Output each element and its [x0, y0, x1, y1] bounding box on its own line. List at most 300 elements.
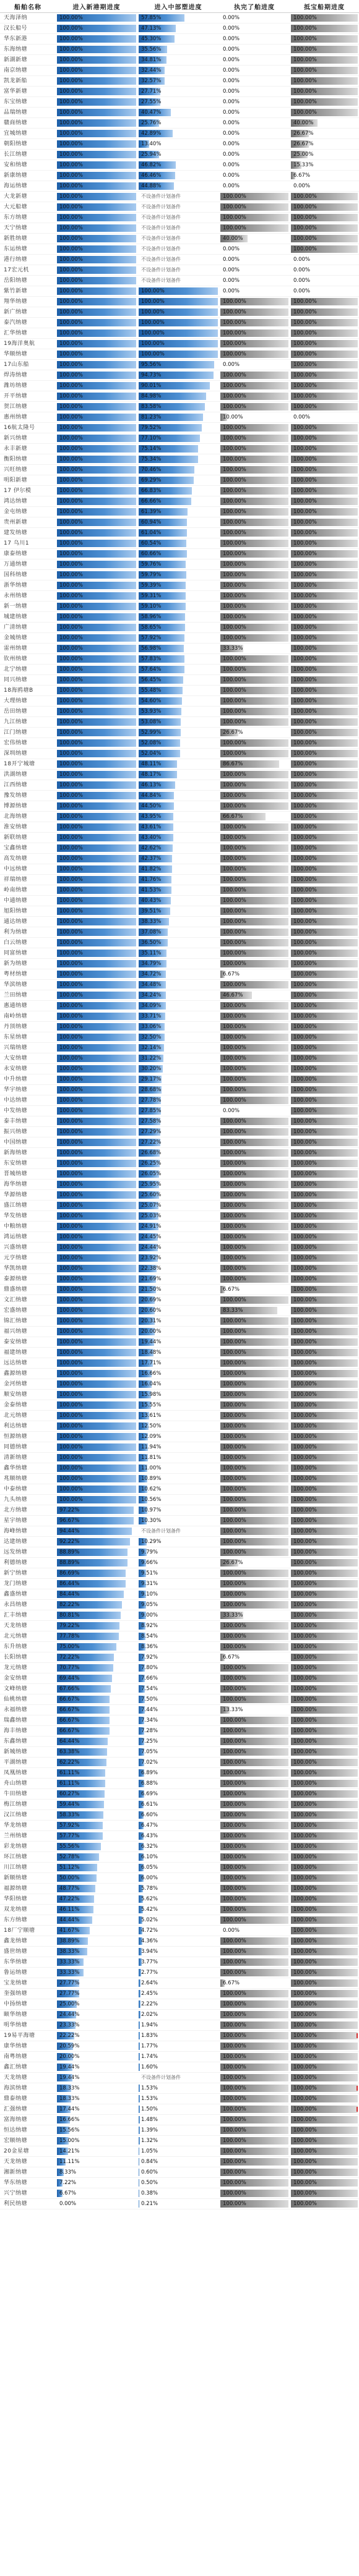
table-row[interactable]	[0, 1779, 359, 1789]
table-row[interactable]	[0, 328, 359, 339]
table-row[interactable]	[0, 1842, 359, 1852]
table-row[interactable]	[0, 1127, 359, 1137]
ship-name: 中扬纳塘	[0, 1999, 56, 2010]
table-row[interactable]	[0, 34, 359, 45]
table-row[interactable]	[0, 1947, 359, 1957]
table-row[interactable]	[0, 1337, 359, 1348]
table-row[interactable]	[0, 265, 359, 276]
loading-progress	[219, 559, 290, 570]
exit-port-progress-cell	[139, 1359, 218, 1367]
table-row[interactable]	[0, 885, 359, 896]
table-row[interactable]	[0, 980, 359, 990]
table-row[interactable]	[0, 675, 359, 686]
exit-port-progress-cell	[139, 1979, 218, 1987]
ship-name: 华源纳塘	[0, 1190, 56, 1201]
table-row[interactable]	[0, 1222, 359, 1232]
progress-value: 10.89%	[141, 1476, 162, 1482]
table-row[interactable]	[0, 2083, 359, 2094]
table-row[interactable]	[0, 1589, 359, 1600]
table-row[interactable]	[0, 23, 359, 34]
table-row[interactable]	[0, 1085, 359, 1095]
table-row[interactable]	[0, 759, 359, 770]
progress-bar	[139, 2085, 140, 2092]
table-row[interactable]	[0, 1568, 359, 1579]
table-row[interactable]	[0, 1011, 359, 1022]
table-row[interactable]	[0, 1694, 359, 1705]
reach-progress	[290, 1715, 359, 1726]
table-row[interactable]	[0, 297, 359, 307]
table-row[interactable]	[0, 1726, 359, 1736]
table-row[interactable]	[0, 1642, 359, 1652]
table-row[interactable]	[0, 2199, 359, 2209]
table-row[interactable]	[0, 948, 359, 959]
progress-value: 100.00%	[293, 1770, 317, 1776]
table-row[interactable]	[0, 917, 359, 927]
progress-value: 100.00%	[293, 1560, 317, 1566]
table-row[interactable]	[0, 1905, 359, 1915]
table-row[interactable]	[0, 507, 359, 517]
table-row[interactable]	[0, 381, 359, 391]
entry-port-progress	[56, 2083, 137, 2094]
table-row[interactable]	[0, 181, 359, 192]
progress-value: 100.00%	[59, 404, 83, 410]
table-row[interactable]	[0, 549, 359, 559]
table-row[interactable]	[0, 959, 359, 969]
table-row[interactable]	[0, 2115, 359, 2125]
progress-value: 100.00%	[59, 982, 83, 988]
reach-progress-cell	[291, 1842, 358, 1851]
progress-value: 100.00%	[293, 1150, 317, 1156]
reach-progress-cell	[291, 402, 358, 411]
loading-progress-cell	[220, 1096, 288, 1105]
table-row[interactable]	[0, 1600, 359, 1610]
table-row[interactable]	[0, 2094, 359, 2104]
entry-port-progress	[56, 1180, 137, 1190]
progress-value: 100.00%	[59, 1181, 83, 1188]
entry-port-progress	[56, 1905, 137, 1915]
loading-progress	[219, 1621, 290, 1631]
table-row[interactable]	[0, 1663, 359, 1673]
loading-progress	[219, 601, 290, 612]
table-row[interactable]	[0, 1989, 359, 1999]
table-row[interactable]	[0, 1064, 359, 1074]
table-row[interactable]	[0, 1484, 359, 1495]
progress-value: 0.60%	[141, 2169, 158, 2175]
table-row[interactable]	[0, 1148, 359, 1158]
table-row[interactable]	[0, 1978, 359, 1989]
table-row[interactable]	[0, 1652, 359, 1663]
table-row[interactable]	[0, 738, 359, 749]
header-exit-port-progress[interactable]: 进入中部塑进度	[137, 0, 219, 13]
table-row[interactable]	[0, 654, 359, 665]
table-row[interactable]	[0, 1915, 359, 1926]
table-row[interactable]	[0, 1715, 359, 1726]
table-row[interactable]	[0, 55, 359, 66]
progress-value: 8.92%	[141, 1623, 158, 1629]
reach-progress	[290, 1831, 359, 1842]
loading-progress	[219, 864, 290, 875]
table-row[interactable]	[0, 391, 359, 402]
table-row[interactable]	[0, 1032, 359, 1043]
table-row[interactable]	[0, 791, 359, 801]
table-row[interactable]	[0, 559, 359, 570]
table-row[interactable]	[0, 1369, 359, 1379]
table-row[interactable]	[0, 318, 359, 328]
reach-progress-cell	[291, 928, 358, 937]
table-row[interactable]	[0, 1631, 359, 1642]
table-row[interactable]	[0, 213, 359, 223]
progress-value: 100.00%	[59, 866, 83, 872]
entry-port-progress	[56, 1474, 137, 1484]
progress-value: 27.78%	[141, 1097, 162, 1103]
table-row[interactable]	[0, 707, 359, 717]
table-row[interactable]	[0, 2178, 359, 2188]
table-row[interactable]	[0, 192, 359, 202]
table-row[interactable]	[0, 1852, 359, 1863]
table-row[interactable]	[0, 1348, 359, 1358]
table-row[interactable]	[0, 1621, 359, 1631]
table-row[interactable]	[0, 423, 359, 433]
table-row[interactable]	[0, 433, 359, 444]
table-row[interactable]	[0, 2146, 359, 2157]
table-row[interactable]	[0, 1579, 359, 1589]
table-row[interactable]	[0, 591, 359, 601]
table-row[interactable]	[0, 1232, 359, 1243]
entry-port-progress-cell	[57, 1464, 136, 1473]
entry-port-progress	[56, 1736, 137, 1747]
table-row[interactable]	[0, 749, 359, 759]
entry-port-progress	[56, 265, 137, 276]
table-row[interactable]	[0, 1211, 359, 1222]
table-row[interactable]	[0, 843, 359, 854]
progress-value: 84.98%	[141, 393, 162, 399]
progress-value: 100.00%	[223, 1497, 246, 1503]
progress-value: 100.00%	[59, 88, 83, 95]
table-row[interactable]	[0, 1705, 359, 1715]
ship-name: 东方纳塘	[0, 1915, 56, 1926]
table-row[interactable]	[0, 896, 359, 906]
table-row[interactable]	[0, 1106, 359, 1116]
progress-value: 100.00%	[59, 1486, 83, 1492]
entry-port-progress-cell	[57, 1569, 136, 1578]
table-row[interactable]	[0, 1768, 359, 1779]
table-row[interactable]	[0, 728, 359, 738]
table-row[interactable]	[0, 1789, 359, 1800]
table-row[interactable]	[0, 1526, 359, 1537]
table-row[interactable]	[0, 1169, 359, 1180]
entry-port-progress	[56, 644, 137, 654]
table-row[interactable]	[0, 87, 359, 97]
table-row[interactable]	[0, 2073, 359, 2083]
table-row[interactable]	[0, 1274, 359, 1285]
table-row[interactable]	[0, 2020, 359, 2031]
table-row[interactable]	[0, 45, 359, 55]
table-row[interactable]	[0, 1758, 359, 1768]
table-row[interactable]	[0, 97, 359, 108]
table-row[interactable]	[0, 517, 359, 528]
table-row[interactable]	[0, 1442, 359, 1453]
table-row[interactable]	[0, 360, 359, 370]
table-row[interactable]	[0, 1432, 359, 1442]
table-row[interactable]	[0, 2188, 359, 2199]
table-row[interactable]	[0, 475, 359, 486]
table-row[interactable]	[0, 129, 359, 139]
progress-value: 100.00%	[59, 1392, 83, 1398]
table-row[interactable]	[0, 1558, 359, 1568]
table-row[interactable]	[0, 969, 359, 980]
table-row[interactable]	[0, 465, 359, 475]
progress-value: 100.00%	[59, 36, 83, 42]
table-row[interactable]	[0, 1201, 359, 1211]
progress-value: 55.48%	[141, 687, 162, 694]
table-row[interactable]	[0, 496, 359, 507]
table-row[interactable]	[0, 2125, 359, 2136]
loading-progress-cell	[220, 1191, 288, 1199]
table-row[interactable]	[0, 1884, 359, 1894]
table-row[interactable]	[0, 717, 359, 728]
table-row[interactable]	[0, 444, 359, 454]
progress-value: 0.00%	[223, 25, 240, 32]
table-row[interactable]	[0, 307, 359, 318]
table-row[interactable]	[0, 2167, 359, 2178]
reach-progress-cell	[291, 1149, 358, 1157]
table-row[interactable]	[0, 1053, 359, 1064]
entry-port-progress	[56, 276, 137, 286]
progress-value: 100.00%	[223, 1801, 246, 1808]
table-row[interactable]	[0, 875, 359, 885]
table-row[interactable]	[0, 1158, 359, 1169]
reach-progress	[290, 1968, 359, 1978]
reach-progress-cell	[291, 1380, 358, 1388]
entry-port-progress	[56, 717, 137, 728]
loading-progress-cell	[220, 518, 288, 527]
loading-progress-cell	[220, 245, 288, 253]
reach-progress-cell	[291, 1117, 358, 1126]
table-row[interactable]	[0, 1610, 359, 1621]
progress-value: 100.00%	[293, 919, 317, 925]
table-row[interactable]	[0, 633, 359, 644]
table-row[interactable]	[0, 1074, 359, 1085]
table-row[interactable]	[0, 1001, 359, 1011]
table-row[interactable]	[0, 412, 359, 423]
table-row[interactable]	[0, 402, 359, 412]
entry-port-progress-cell	[57, 1086, 136, 1094]
table-row[interactable]	[0, 1095, 359, 1106]
table-row[interactable]	[0, 1821, 359, 1831]
table-row[interactable]	[0, 2104, 359, 2115]
table-row[interactable]	[0, 1505, 359, 1516]
table-row[interactable]	[0, 202, 359, 213]
exit-port-progress-cell	[139, 1474, 218, 1483]
table-row[interactable]	[0, 601, 359, 612]
table-row[interactable]	[0, 76, 359, 87]
table-row[interactable]	[0, 2062, 359, 2073]
table-row[interactable]	[0, 1295, 359, 1306]
table-row[interactable]	[0, 644, 359, 654]
ship-name: 晋城纳塘	[0, 1169, 56, 1180]
table-row[interactable]	[0, 1810, 359, 1821]
progress-value: 100.00%	[59, 215, 83, 221]
exit-port-progress	[137, 1453, 219, 1463]
table-row[interactable]	[0, 938, 359, 948]
table-row[interactable]	[0, 1390, 359, 1400]
reach-progress-cell	[291, 2136, 358, 2145]
loading-progress	[219, 13, 290, 23]
table-row[interactable]	[0, 1968, 359, 1978]
table-row[interactable]	[0, 1999, 359, 2010]
progress-value: 100.00%	[293, 1949, 317, 1955]
table-row[interactable]	[0, 349, 359, 360]
table-row[interactable]	[0, 864, 359, 875]
table-row[interactable]	[0, 1537, 359, 1547]
table-row[interactable]	[0, 1936, 359, 1947]
table-row[interactable]	[0, 1327, 359, 1337]
table-row[interactable]	[0, 2041, 359, 2052]
table-row[interactable]	[0, 1684, 359, 1694]
table-row[interactable]	[0, 1547, 359, 1558]
progress-value: 100.00%	[59, 1244, 83, 1251]
table-row[interactable]	[0, 13, 359, 23]
entry-port-progress	[56, 234, 137, 244]
table-row[interactable]	[0, 1926, 359, 1936]
table-row[interactable]	[0, 1736, 359, 1747]
table-row[interactable]	[0, 1873, 359, 1884]
table-row[interactable]	[0, 1421, 359, 1432]
table-row[interactable]	[0, 1116, 359, 1127]
table-row[interactable]	[0, 234, 359, 244]
table-row[interactable]	[0, 623, 359, 633]
header-ship-name[interactable]: 船舶名称	[0, 0, 56, 13]
table-row[interactable]	[0, 150, 359, 160]
table-row[interactable]	[0, 1411, 359, 1421]
loading-progress	[219, 318, 290, 328]
table-row[interactable]	[0, 612, 359, 623]
table-row[interactable]	[0, 339, 359, 349]
reach-progress	[290, 2104, 359, 2115]
table-row[interactable]	[0, 770, 359, 780]
reach-progress	[290, 2062, 359, 2073]
table-row[interactable]	[0, 1180, 359, 1190]
progress-value: 0.00%	[223, 15, 240, 21]
header-loading-progress[interactable]: 执完了舶进度	[219, 0, 290, 13]
table-row[interactable]	[0, 1243, 359, 1253]
alert-marker-icon	[357, 2086, 358, 2091]
table-row[interactable]	[0, 1831, 359, 1842]
table-row[interactable]	[0, 1800, 359, 1810]
table-row[interactable]	[0, 66, 359, 76]
loading-progress-cell	[220, 1569, 288, 1578]
table-row[interactable]	[0, 454, 359, 465]
header-reach-progress[interactable]: 抵宝船期进度	[290, 0, 359, 13]
table-row[interactable]	[0, 686, 359, 696]
table-row[interactable]	[0, 1495, 359, 1505]
table-row[interactable]	[0, 528, 359, 538]
table-row[interactable]	[0, 108, 359, 118]
table-row[interactable]	[0, 1022, 359, 1032]
table-row[interactable]	[0, 665, 359, 675]
loading-progress	[219, 1673, 290, 1684]
table-row[interactable]	[0, 370, 359, 381]
table-row[interactable]	[0, 780, 359, 791]
table-row[interactable]	[0, 801, 359, 812]
table-row[interactable]	[0, 1957, 359, 1968]
table-row[interactable]	[0, 2136, 359, 2146]
table-row[interactable]	[0, 1516, 359, 1526]
loading-progress-cell	[220, 224, 288, 232]
table-row[interactable]	[0, 538, 359, 549]
exit-port-progress	[137, 1421, 219, 1432]
reach-progress-cell	[291, 1748, 358, 1756]
table-row[interactable]	[0, 1043, 359, 1053]
table-row[interactable]	[0, 139, 359, 150]
table-row[interactable]	[0, 244, 359, 255]
table-row[interactable]	[0, 990, 359, 1001]
table-row[interactable]	[0, 2052, 359, 2062]
table-row[interactable]	[0, 927, 359, 938]
table-row[interactable]	[0, 822, 359, 833]
table-row[interactable]	[0, 1285, 359, 1295]
table-row[interactable]	[0, 812, 359, 822]
table-row[interactable]	[0, 223, 359, 234]
progress-value: 27.29%	[141, 1129, 162, 1135]
table-row[interactable]	[0, 255, 359, 265]
reach-progress	[290, 1169, 359, 1180]
table-row[interactable]	[0, 854, 359, 864]
table-row[interactable]	[0, 1463, 359, 1474]
table-row[interactable]	[0, 171, 359, 181]
table-row[interactable]	[0, 696, 359, 707]
table-row[interactable]	[0, 906, 359, 917]
table-row[interactable]	[0, 1379, 359, 1390]
table-row[interactable]	[0, 118, 359, 129]
table-row[interactable]	[0, 1137, 359, 1148]
table-row[interactable]	[0, 1474, 359, 1484]
table-row[interactable]	[0, 1400, 359, 1411]
table-row[interactable]	[0, 276, 359, 286]
table-row[interactable]	[0, 833, 359, 843]
reach-progress	[290, 822, 359, 833]
table-row[interactable]	[0, 1190, 359, 1201]
table-row[interactable]	[0, 486, 359, 496]
progress-value: 100.00%	[223, 782, 246, 788]
loading-progress	[219, 1873, 290, 1884]
exit-port-progress	[137, 885, 219, 896]
table-row[interactable]	[0, 580, 359, 591]
table-row[interactable]	[0, 1253, 359, 1264]
table-row[interactable]	[0, 570, 359, 580]
table-row[interactable]	[0, 1453, 359, 1463]
table-row[interactable]	[0, 2157, 359, 2167]
table-row[interactable]	[0, 1863, 359, 1873]
table-row[interactable]	[0, 2031, 359, 2041]
table-row[interactable]	[0, 1673, 359, 1684]
progress-value: 100.00%	[59, 1150, 83, 1156]
table-row[interactable]	[0, 1358, 359, 1369]
table-row[interactable]	[0, 2010, 359, 2020]
progress-value: 0.00%	[223, 99, 240, 105]
progress-value: 100.00%	[223, 1539, 246, 1545]
header-entry-port-progress[interactable]: 进入新港期进度	[56, 0, 137, 13]
table-row[interactable]	[0, 160, 359, 171]
table-row[interactable]	[0, 286, 359, 297]
progress-value: 100.00%	[223, 740, 246, 746]
exit-port-progress	[137, 118, 219, 129]
table-row[interactable]	[0, 1264, 359, 1274]
table-row[interactable]	[0, 1747, 359, 1758]
table-row[interactable]	[0, 1316, 359, 1327]
table-row[interactable]	[0, 1894, 359, 1905]
table-row[interactable]	[0, 1306, 359, 1316]
